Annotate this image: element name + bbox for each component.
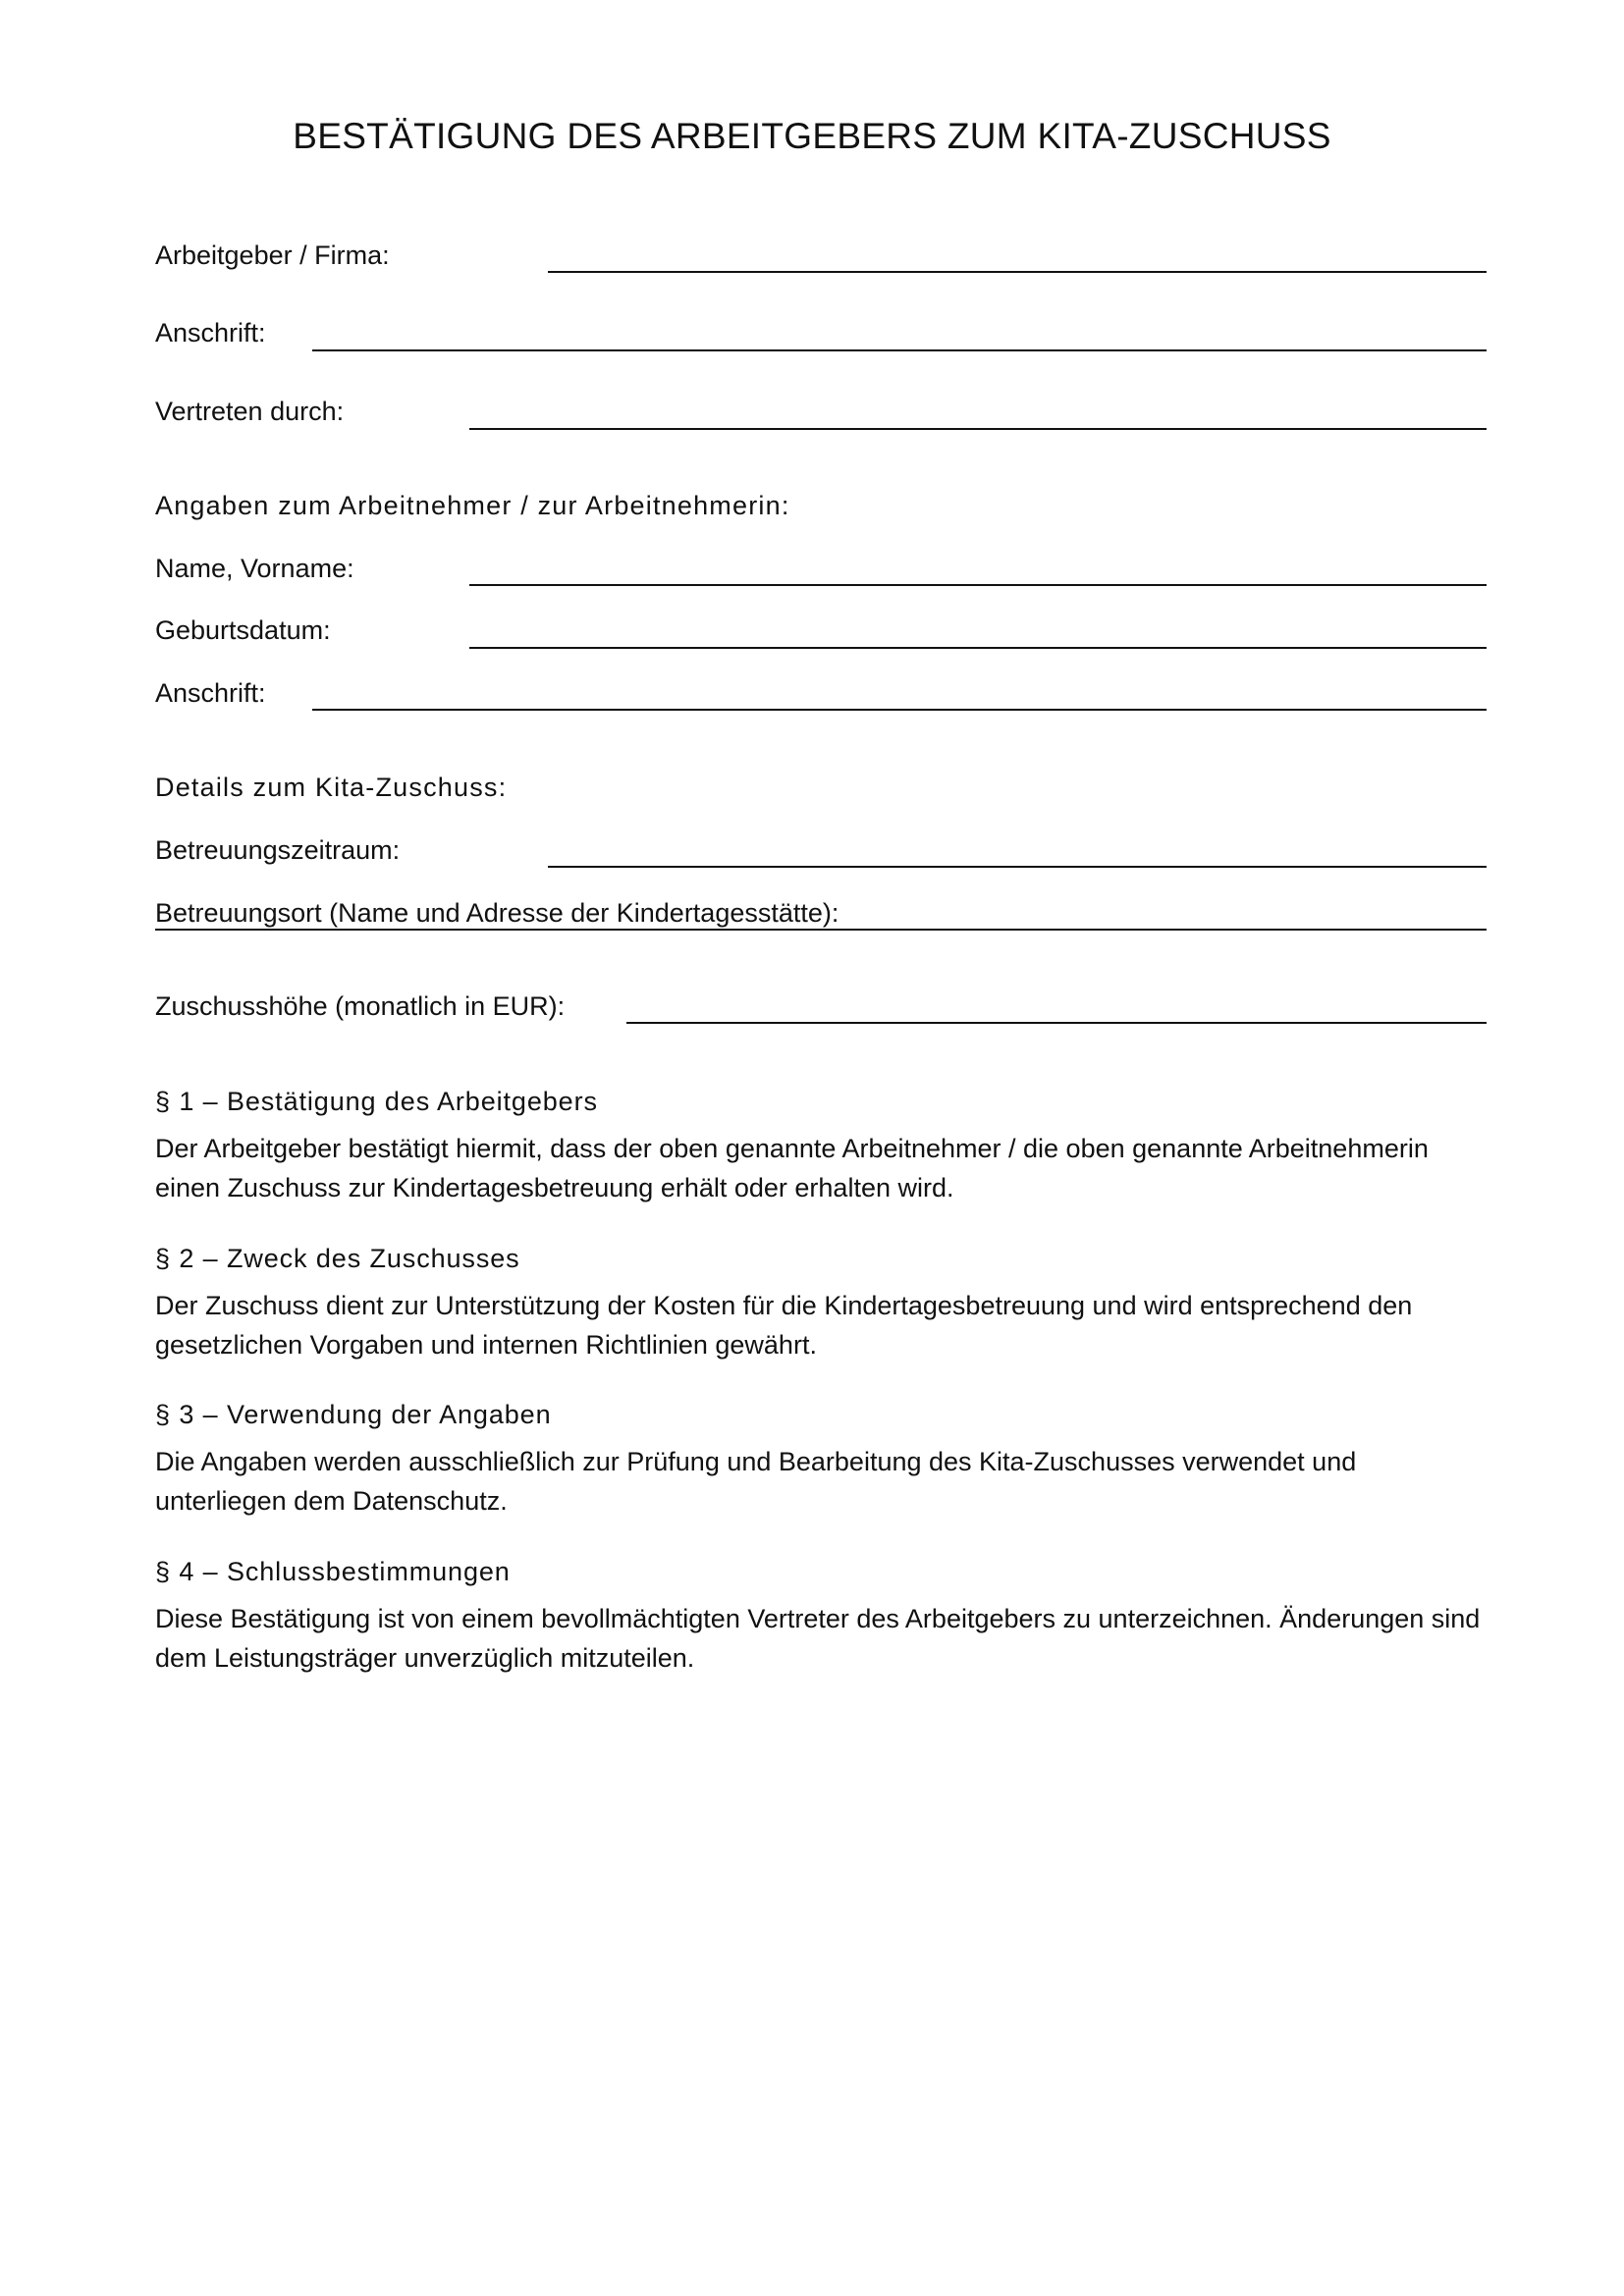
employee-name-label: Name, Vorname: bbox=[155, 554, 354, 583]
employer-address-label: Anschrift: bbox=[155, 318, 266, 347]
section-3-heading: § 3 – Verwendung der Angaben bbox=[155, 1400, 552, 1429]
section-2-text: Der Zuschuss dient zur Unterstützung der Kosten für die Kindertagesbetreuung und wird entsprechend den gesetzlichen Vorgaben und internen Richtlinien gewährt. bbox=[155, 1291, 1413, 1360]
subsidy-period-label: Betreuungszeitraum: bbox=[155, 835, 401, 865]
subsidy-amount-label: Zuschusshöhe (monatlich in EUR): bbox=[155, 991, 566, 1021]
employer-address-field[interactable] bbox=[312, 349, 1487, 351]
subsidy-location-label: Betreuungsort (Name und Adresse der Kindertagesstätte): bbox=[155, 898, 839, 928]
section-1-heading: § 1 – Bestätigung des Arbeitgebers bbox=[155, 1087, 598, 1116]
employee-name-field[interactable] bbox=[469, 584, 1487, 586]
document-title: BESTÄTIGUNG DES ARBEITGEBERS ZUM KITA-ZUSCHUSS bbox=[293, 116, 1331, 156]
employee-birthdate-label: Geburtsdatum: bbox=[155, 615, 331, 645]
section-4-text: Diese Bestätigung ist von einem bevollmächtigten Vertreter des Arbeitgebers zu unterzeichnen. Änderungen sind dem Leistungsträger unverzüglich mitzuteilen. bbox=[155, 1604, 1481, 1673]
employer-company-field[interactable] bbox=[548, 271, 1487, 273]
employee-address-field[interactable] bbox=[312, 709, 1487, 711]
employee-address-label: Anschrift: bbox=[155, 678, 266, 708]
employee-birthdate-field[interactable] bbox=[469, 647, 1487, 649]
section-4-heading: § 4 – Schlussbestimmungen bbox=[155, 1557, 511, 1586]
section-2-heading: § 2 – Zweck des Zuschusses bbox=[155, 1244, 520, 1273]
subsidy-location-field[interactable] bbox=[155, 929, 1487, 931]
employer-represented-label: Vertreten durch: bbox=[155, 397, 345, 426]
employer-company-label: Arbeitgeber / Firma: bbox=[155, 240, 390, 270]
employer-represented-field[interactable] bbox=[469, 428, 1487, 430]
section-1-text: Der Arbeitgeber bestätigt hiermit, dass der oben genannte Arbeitnehmer / die oben genannte Arbeitnehmerin einen Zuschuss zur Kindertagesbetreuung erhält oder erhalten wird. bbox=[155, 1134, 1429, 1202]
subsidy-period-field[interactable] bbox=[548, 866, 1487, 868]
employee-section-heading: Angaben zum Arbeitnehmer / zur Arbeitnehmerin: bbox=[155, 491, 790, 520]
subsidy-amount-field[interactable] bbox=[626, 1022, 1487, 1024]
subsidy-section-heading: Details zum Kita-Zuschuss: bbox=[155, 773, 508, 802]
section-3-text: Die Angaben werden ausschließlich zur Prüfung und Bearbeitung des Kita-Zuschusses verwendet und unterliegen dem Datenschutz. bbox=[155, 1447, 1357, 1516]
